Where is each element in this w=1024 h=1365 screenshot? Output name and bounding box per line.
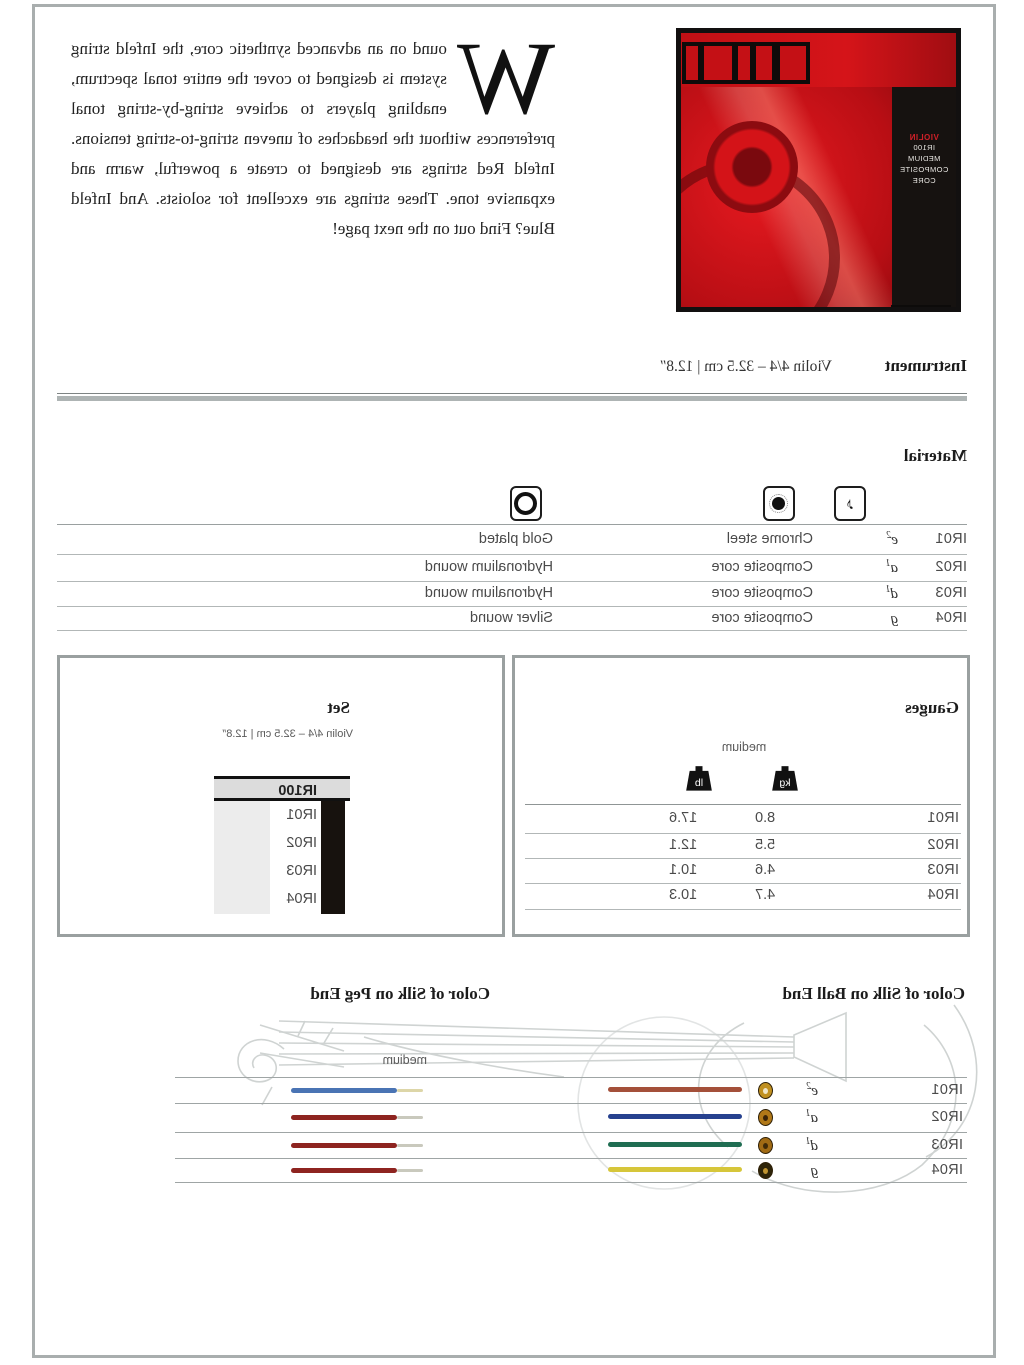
ball-end-icon	[758, 1082, 773, 1099]
silk-row-id: IR03	[931, 1137, 963, 1153]
ball-silk-line	[608, 1114, 742, 1119]
table-line	[57, 630, 967, 631]
lb-weight-icon	[685, 764, 713, 794]
core-dot	[773, 497, 786, 510]
product-core-line: COMPOSITE	[899, 165, 949, 174]
table-line	[175, 1077, 967, 1078]
table-line	[525, 804, 961, 805]
peg-silk-line	[291, 1143, 397, 1148]
gauges-row-id: IR03	[927, 862, 959, 878]
ball-hole	[763, 1143, 768, 1149]
peg-string-tip	[397, 1144, 423, 1147]
silk-row-id: IR02	[931, 1109, 963, 1125]
set-item: IR03	[286, 863, 317, 879]
drop-cap: W	[456, 21, 555, 136]
material-row-core: Composite core	[711, 585, 813, 601]
table-line	[175, 1182, 967, 1183]
divider-thick	[57, 396, 967, 401]
set-body	[214, 801, 350, 914]
table-line	[57, 524, 967, 525]
set-item: IR01	[286, 807, 317, 823]
ball-silk-line	[608, 1167, 742, 1172]
gauges-lb-value: 10.3	[669, 887, 698, 903]
material-row-winding: Gold plated	[478, 531, 553, 547]
winding-icon	[510, 486, 542, 521]
note-base: g	[890, 611, 898, 627]
silk-row-id: IR01	[931, 1082, 963, 1098]
ball-hole	[763, 1115, 768, 1121]
thomastik-logo-block	[891, 305, 951, 312]
intro-text: ound on an advanced synthetic core, the Infeld string system is designed to cover the entire tonal spectrum, enabling players to achieve string-by-string tonal preferences without the headaches of uneven string-to-string tensions. Infeld Red strings are designed to create a powerful, warm and expansive tone. These strings are excellent for soloists. And Infeld Blue? Find out on the next page!	[71, 39, 555, 238]
material-row-id: IR01	[935, 531, 967, 547]
note-base: a	[890, 560, 898, 576]
table-line	[175, 1132, 967, 1133]
gauges-kg-value: 5.5	[755, 837, 776, 853]
table-line	[175, 1103, 967, 1104]
logo-glyph	[734, 42, 754, 84]
material-row-note	[891, 609, 899, 628]
set-item: IR04	[286, 891, 317, 907]
silk-row-note	[806, 1081, 818, 1100]
peg-end-title: Color of Silk on Peg End	[310, 984, 490, 1003]
ball-hole	[763, 1168, 768, 1174]
note-base: g	[810, 1163, 818, 1179]
ball-silk-line	[608, 1142, 742, 1147]
gauges-kg-value: 8.0	[755, 810, 776, 826]
material-row-core: Composite core	[711, 610, 813, 626]
material-row-winding: Silver wound	[469, 610, 553, 626]
logo-glyph	[700, 42, 736, 84]
instrument-label: Instrument	[884, 356, 967, 375]
table-line	[57, 554, 967, 555]
product-instrument-label: VIOLIN	[909, 133, 939, 142]
set-header: IR100	[214, 776, 350, 801]
gauges-title: Gauges	[905, 698, 959, 717]
ball-end-icon	[758, 1162, 773, 1179]
gauges-row-id: IR01	[927, 810, 959, 826]
note-base: d	[810, 1138, 818, 1154]
set-caption: Violin 4/4 – 32.5 cm | 12.8″	[222, 728, 353, 740]
table-line	[57, 606, 967, 607]
material-row-note	[886, 558, 899, 577]
material-title: Material	[903, 446, 967, 465]
gauges-kg-value: 4.7	[755, 887, 776, 903]
note-sup: 2	[806, 1081, 812, 1092]
gauges-lb-value: 17.6	[669, 810, 698, 826]
ball-end-title: Color of Silk on Ball End	[782, 984, 965, 1003]
logo-glyph	[682, 42, 702, 84]
peg-silk-line	[291, 1115, 397, 1120]
silk-medium-label: medium	[382, 1053, 427, 1067]
silk-row-id: IR04	[931, 1162, 963, 1178]
violin-sketch	[44, 995, 984, 1255]
core-icon	[763, 486, 795, 521]
set-title: Set	[327, 698, 350, 717]
gauges-kg-value: 4.6	[755, 862, 776, 878]
note-sup: 1	[885, 558, 891, 569]
product-logo-band	[681, 33, 956, 87]
peg-silk-line	[291, 1088, 397, 1093]
gauge-medium-label: medium	[721, 740, 767, 754]
note-sup: 1	[805, 1136, 811, 1147]
silk-row-note	[806, 1136, 819, 1155]
note-base: d	[890, 586, 898, 602]
gauges-box	[512, 655, 970, 937]
product-side-column	[892, 87, 956, 307]
note-sup: 1	[805, 1108, 811, 1119]
ball-hole	[763, 1088, 768, 1094]
table-line	[57, 581, 967, 582]
set-black-bar	[321, 801, 345, 914]
logo-glyph	[752, 42, 776, 84]
material-row-core: Chrome steel	[726, 531, 813, 547]
product-gauge: MEDIUM	[907, 154, 941, 163]
product-core-line2: CORE	[912, 176, 936, 185]
lb-label: lb	[694, 777, 704, 789]
note-base: e	[811, 1083, 818, 1099]
silk-row-note	[806, 1108, 819, 1127]
ball-end-icon	[758, 1109, 773, 1126]
peg-string-tip	[397, 1116, 423, 1119]
set-box	[57, 655, 505, 937]
note-base: e	[891, 532, 898, 548]
note-icon	[834, 486, 866, 521]
intro-paragraph	[71, 21, 555, 244]
violin-scroll-eye	[706, 121, 798, 213]
peg-string-tip	[397, 1169, 423, 1172]
winding-ring	[515, 492, 538, 515]
table-line	[175, 1158, 967, 1159]
ball-end-icon	[758, 1137, 773, 1154]
peg-string-tip	[397, 1089, 423, 1092]
material-row-id: IR03	[935, 585, 967, 601]
kg-label: kg	[779, 777, 791, 789]
material-row-id: IR02	[935, 559, 967, 575]
table-line	[525, 858, 961, 859]
material-row-note	[886, 530, 898, 549]
material-row-id: IR04	[935, 610, 967, 626]
logo-glyph	[776, 42, 810, 84]
note-sup: 1	[885, 584, 891, 595]
note-sup: 2	[886, 530, 892, 541]
divider	[57, 393, 967, 394]
material-row-winding: Hydronalium wound	[424, 559, 553, 575]
gauges-row-id: IR02	[927, 837, 959, 853]
gauges-lb-value: 10.1	[669, 862, 698, 878]
gauges-row-id: IR04	[927, 887, 959, 903]
silk-row-note	[811, 1161, 819, 1180]
table-line	[525, 909, 961, 910]
gauges-lb-value: 12.1	[669, 837, 698, 853]
instrument-value: Violin 4/4 – 32.5 cm | 12.8″	[659, 358, 832, 375]
table-line	[525, 833, 961, 834]
material-row-note	[886, 584, 899, 603]
note-base: a	[810, 1110, 818, 1126]
ball-silk-line	[608, 1087, 742, 1092]
set-table	[214, 776, 350, 914]
kg-weight-icon	[771, 764, 799, 794]
material-row-core: Composite core	[711, 559, 813, 575]
table-line	[525, 883, 961, 884]
note-glyph: ♪	[845, 494, 855, 513]
material-row-winding: Hydronalium wound	[424, 585, 553, 601]
set-item: IR02	[286, 835, 317, 851]
product-code: IR100	[913, 143, 936, 152]
product-box-image	[676, 28, 961, 312]
peg-silk-line	[291, 1168, 397, 1173]
